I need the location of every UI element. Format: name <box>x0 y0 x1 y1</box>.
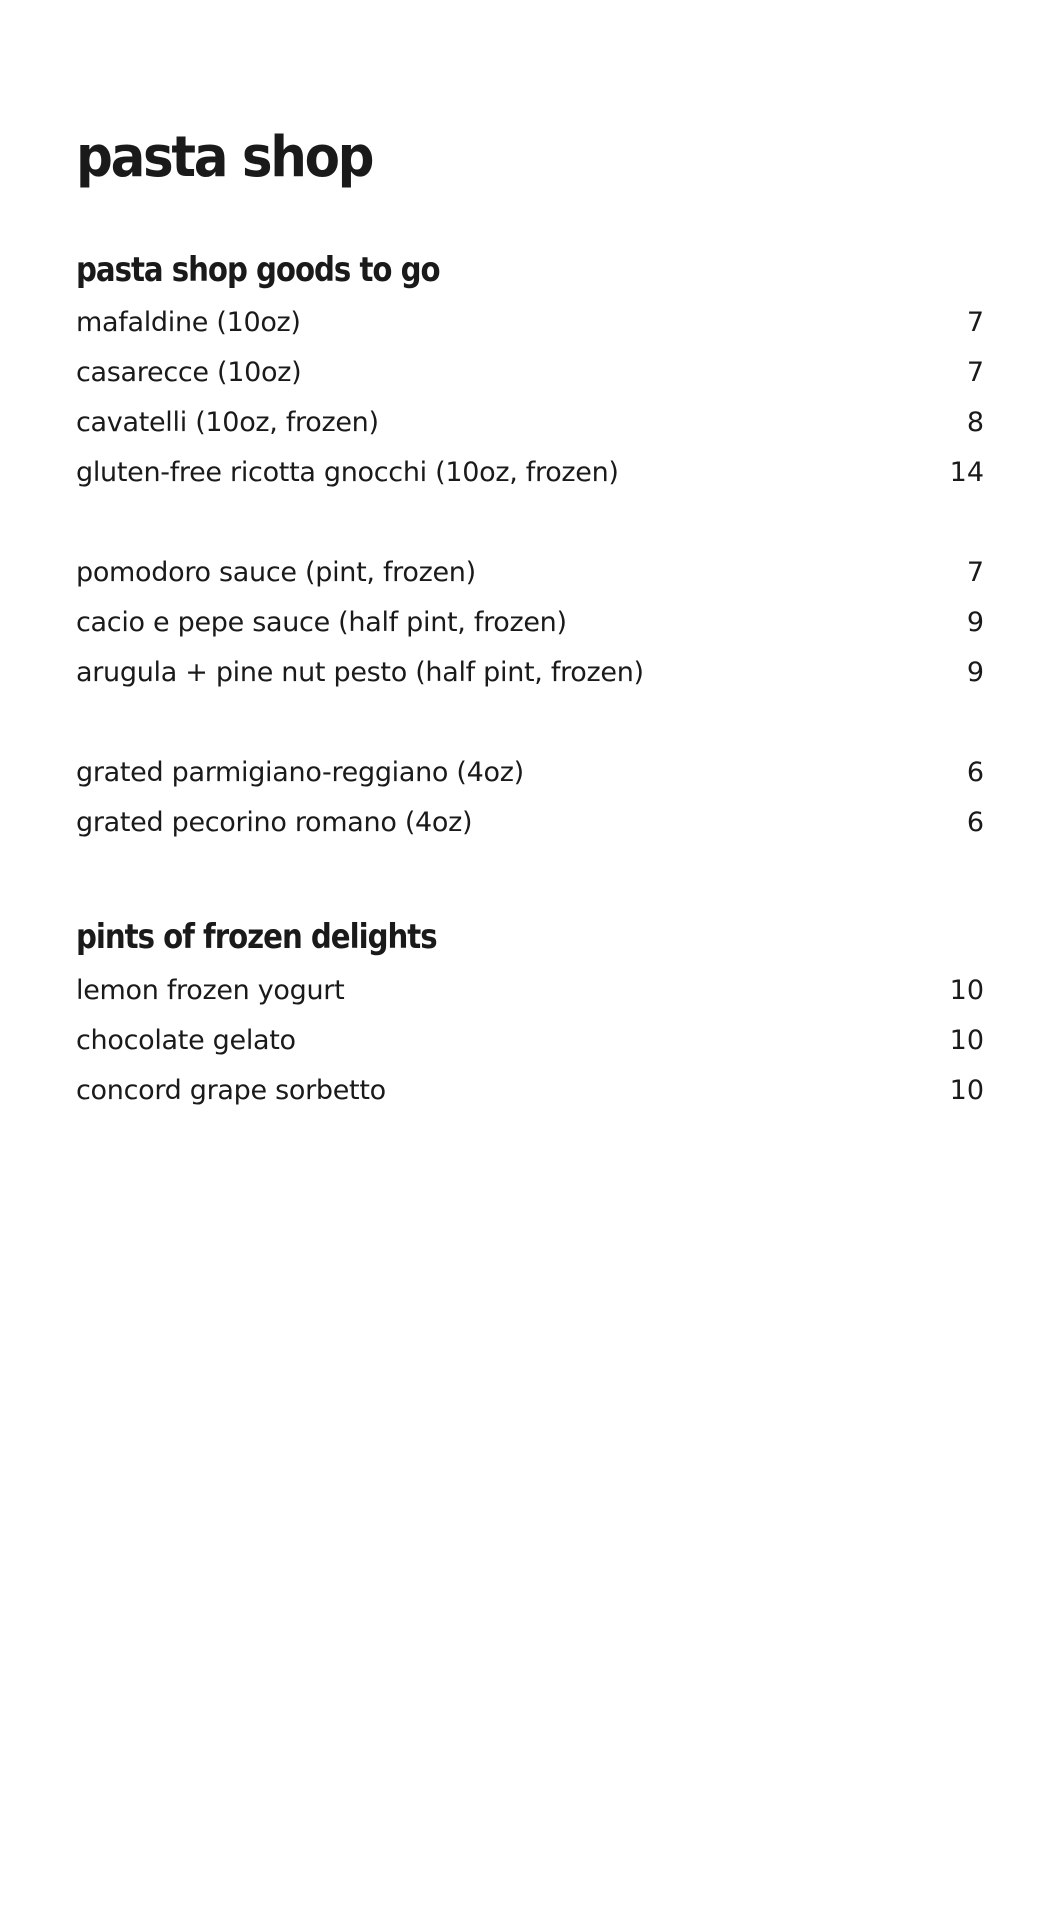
item-name: gluten-free ricotta gnocchi (10oz, frozen) <box>76 457 619 488</box>
item-name: grated pecorino romano (4oz) <box>76 807 473 838</box>
item-price: 10 <box>949 1025 984 1056</box>
item-price: 7 <box>966 557 984 588</box>
item-name: concord grape sorbetto <box>76 1075 386 1106</box>
menu-item <box>76 798 984 848</box>
item-price: 10 <box>949 975 984 1006</box>
menu-item <box>76 398 984 448</box>
section-heading-frozen-delights: pints of frozen delights <box>76 917 437 957</box>
item-price: 7 <box>966 357 984 388</box>
item-name: arugula + pine nut pesto (half pint, frozen) <box>76 657 644 688</box>
menu-item <box>76 548 984 598</box>
item-price: 8 <box>966 407 984 438</box>
item-name: chocolate gelato <box>76 1025 296 1056</box>
menu-item <box>76 1016 984 1066</box>
item-name: casarecce (10oz) <box>76 357 302 388</box>
item-price: 10 <box>949 1075 984 1106</box>
menu-title: pasta shop <box>76 125 373 190</box>
menu-item <box>76 966 984 1016</box>
menu-item <box>76 1066 984 1116</box>
menu-item <box>76 448 984 498</box>
item-price: 14 <box>949 457 984 488</box>
item-name: mafaldine (10oz) <box>76 307 301 338</box>
item-name: cavatelli (10oz, frozen) <box>76 407 379 438</box>
menu-item <box>76 748 984 798</box>
item-price: 9 <box>966 607 984 638</box>
item-name: lemon frozen yogurt <box>76 975 345 1006</box>
menu-item <box>76 598 984 648</box>
item-price: 6 <box>966 807 984 838</box>
menu-item <box>76 648 984 698</box>
item-name: cacio e pepe sauce (half pint, frozen) <box>76 607 567 638</box>
item-price: 7 <box>966 307 984 338</box>
item-name: grated parmigiano-reggiano (4oz) <box>76 757 524 788</box>
item-price: 9 <box>966 657 984 688</box>
menu-item <box>76 298 984 348</box>
item-price: 6 <box>966 757 984 788</box>
menu-item <box>76 348 984 398</box>
item-name: pomodoro sauce (pint, frozen) <box>76 557 476 588</box>
section-heading-goods-to-go: pasta shop goods to go <box>76 250 440 290</box>
